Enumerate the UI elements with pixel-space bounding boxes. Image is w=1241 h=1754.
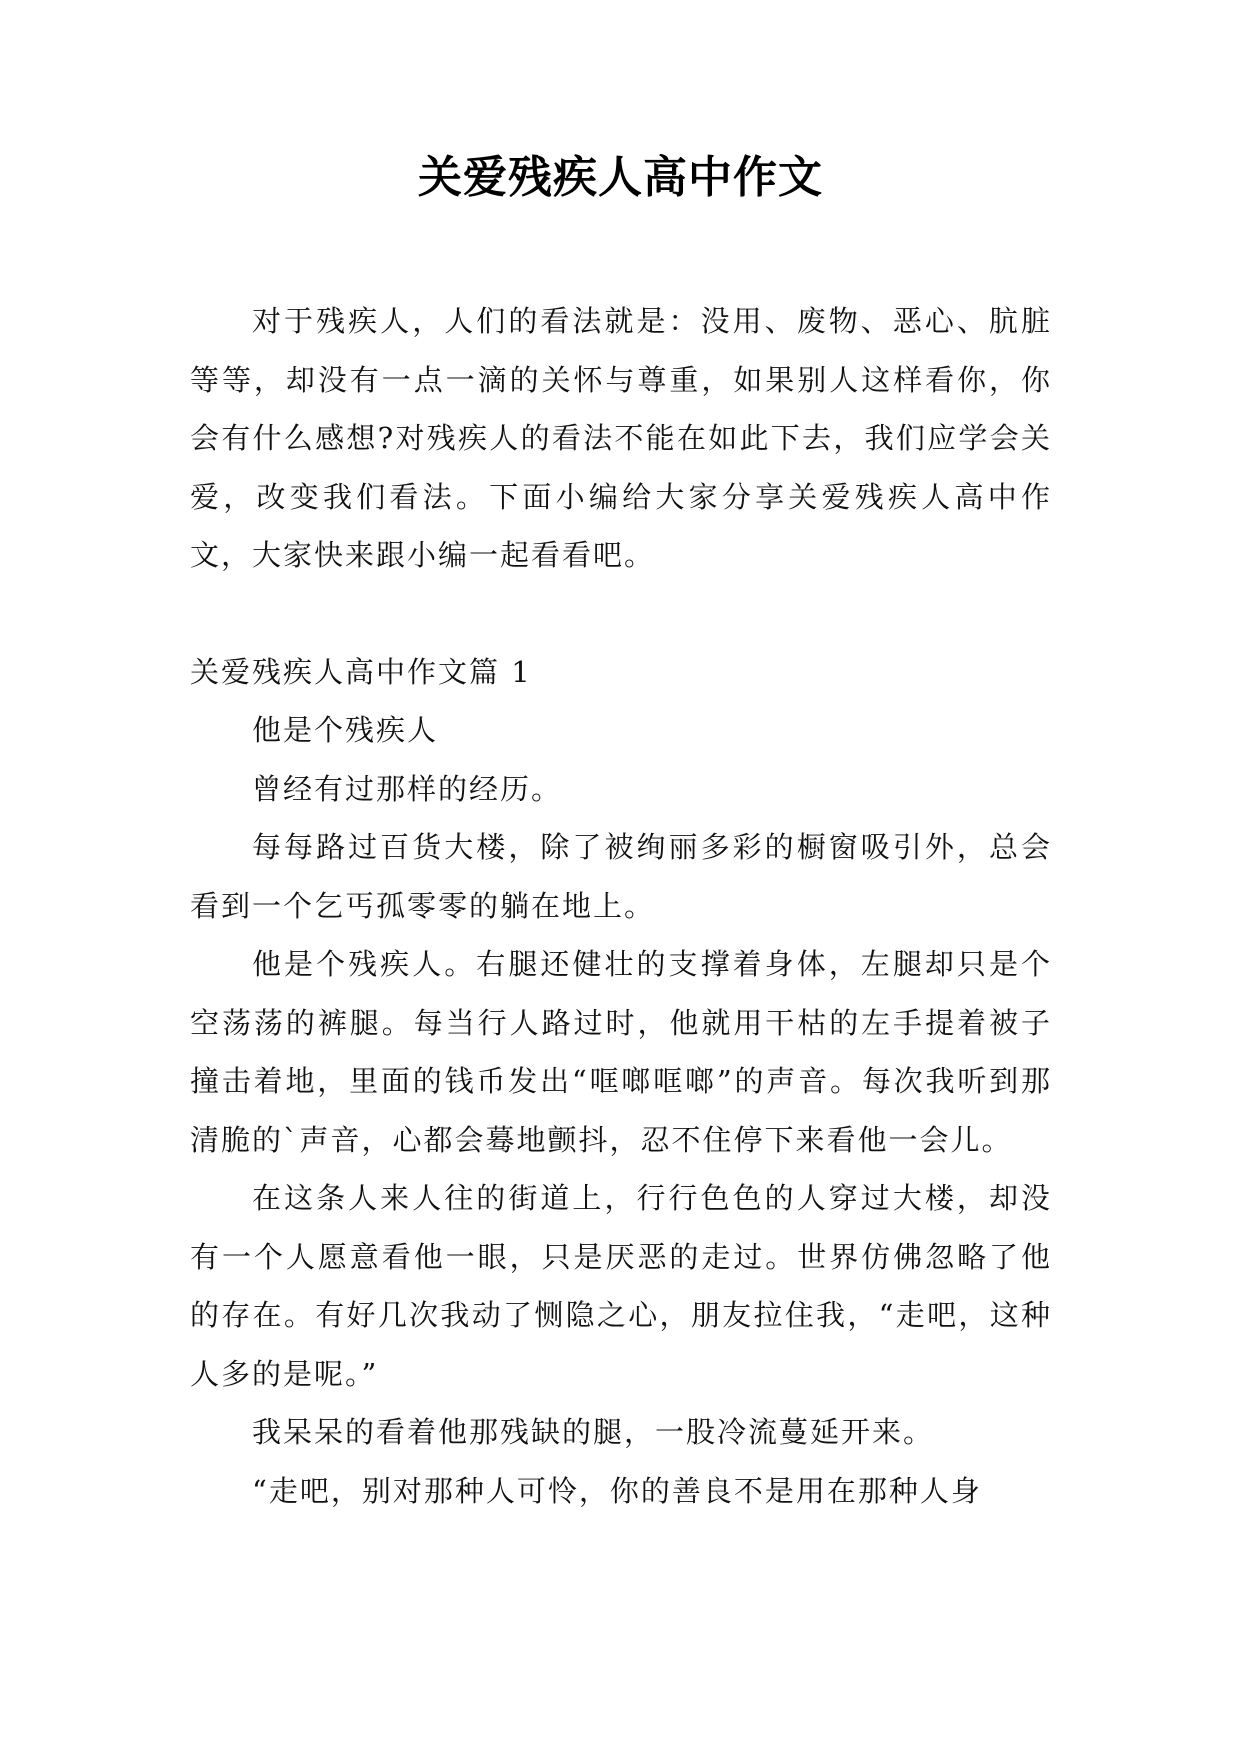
body-paragraph: 他是个残疾人 [252, 713, 439, 747]
body-paragraph: 我呆呆的看着他那残缺的腿，一股冷流蔓延开来。 [252, 1415, 935, 1449]
section-heading: 关爱残疾人高中作文篇 1 [190, 654, 532, 689]
body-paragraph: “走吧，别对那种人可怜，你的善良不是用在那种人身 [252, 1473, 982, 1508]
document-title: 关爱残疾人高中作文 [418, 152, 823, 203]
body-paragraph: 在这条人来人往的街道上，行行色色的人穿过大楼，却没有一个人愿意看他一眼，只是厌恶的走过。世界仿佛忽略了他的存在。有好几次我动了恻隐之心，朋友拉住我，“走吧，这种人多的是呢。” [190, 1181, 1052, 1391]
body-paragraph: 每每路过百货大楼，除了被绚丽多彩的橱窗吸引外，总会看到一个乞丐孤零零的躺在地上。 [190, 830, 1052, 923]
document-body [190, 292, 1052, 1520]
body-paragraph: 曾经有过那样的经历。 [252, 771, 563, 806]
body-paragraph: 他是个残疾人。右腿还健壮的支撑着身体，左腿却只是个空荡荡的裤腿。每当行人路过时，他就用干枯的左手提着被子撞击着地，里面的钱币发出“哐啷哐啷”的声音。每次我听到那清脆的`声音，心都会蓦地颤抖，忍不住停下来看他一会儿。 [190, 947, 1052, 1157]
intro-paragraph: 对于残疾人，人们的看法就是：没用、废物、恶心、肮脏等等，却没有一点一滴的关怀与尊重，如果别人这样看你，你会有什么感想?对残疾人的看法不能在如此下去，我们应学会关爱，改变我们看法。下面小编给大家分享关爱残疾人高中作文，大家快来跟小编一起看看吧。 [190, 304, 1052, 572]
